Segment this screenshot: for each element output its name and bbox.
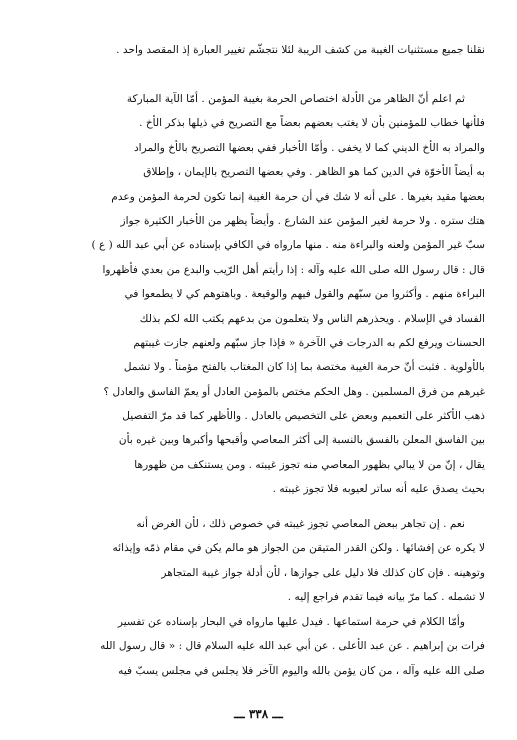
paragraph-main (62, 87, 485, 502)
paragraph-opening (62, 38, 485, 62)
text-line: وتوهينه . فإن كان كذلك فلا دليل على جوازها ، لأن أدلة جواز غيبة المتجاهر (161, 566, 485, 579)
text-line: نقلنا جميع مستثنيات الغيبة من كشف الريبة لئلا نتجشّم تغيير العبارة إذ المقصد واحد . (116, 44, 485, 56)
text-line: الحسنات ويرفع لكم به الدرجات في الآخرة « فإذا جاز سبّهم ولعنهم جازت غيبتهم (133, 336, 485, 349)
text-line: والمراد به الأخ الديني كما لا يخفى . وأمّا الأخبار ففي بعضها التصريح بالأخ والمراد (133, 141, 485, 154)
text-line: لا يكره عن إفشائها . ولكن القدر المتيقن من الجواز هو مالم يكن في مقام ذمّه وإيذائه (112, 542, 485, 555)
text-line: فلأنها خطاب للمؤمنين بأن لا يغتب بعضهم بعضاً مع التصريح في ذيلها بذكر الأخ . (139, 117, 485, 130)
text-line: لا تشمله . كما مرّ بيانه فيما تقدم فراجع إليه . (287, 591, 485, 604)
text-line: فرات بن إبراهيم . عن عبد الأعلى . عن أبي عبد الله عليه السلام قال : « قال رسول الله (100, 640, 485, 653)
text-line: صلى الله عليه وآله ، من كان يؤمن بالله واليوم الآخر فلا يجلس في مجلس يسبّ فيه (118, 664, 485, 677)
text-line: الفساد في الإسلام . ويحذرهم الناس ولا يتعلمون من بدعهم يكتب الله لكم بذلك (139, 312, 485, 325)
text-line: بحيث يصدق عليه أنه ساتر لعيوبه فلا تجوز غيبته . (272, 483, 485, 496)
text-line: سبّ غير المؤمن ولعنه والبراءة منه . منها مارواه في الكافي بإسناده عن أبي عبد الله ( ع ) (91, 239, 485, 252)
page-number: ـــ ٣٣٨ ـــ (234, 707, 283, 721)
text-line: ذهب الأكثر على التعميم وبعض على التخصيص بالعادل . والأظهر كما قد مرّ التفصيل (122, 410, 485, 423)
text-line: ثم اعلم أنّ الظاهر من الأدلة اختصاص الحرمة بغيبة المؤمن . أمّا الآية المباركة (126, 93, 465, 105)
text-line: بعضها مقيد بغيرها . على أنه لا شك في أن حرمة الغيبة إنما تكون لحرمة المؤمن وعدم (111, 190, 485, 203)
paragraph-exception (62, 512, 485, 610)
paragraph-listening (62, 610, 485, 683)
text-line: بالأولوية . فثبت أنّ حرمة الغيبة مختصة بما إذا كان المغتاب بالفتح مؤمناً . ولا تشمل (123, 361, 485, 374)
text-line: بين الفاسق المعلن بالفسق بالنسبة إلى أكثر المعاصي وأقبحها وأكبرها وبين غيره بأن (118, 434, 485, 447)
text-line: وأمّا الكلام في حرمة استماعها . فيدل عليها مارواه في البحار بإسناده عن تفسير (117, 616, 465, 628)
text-line: نعم . إن تجاهر ببعض المعاصي تجوز غيبته في خصوص ذلك ، لأن الغرض أنه (136, 518, 465, 530)
text-line: البراءة منهم . وأكثروا من سبّهم والقول فيهم والوقيعة . وباهتوهم كي لا يطمعوا في (124, 288, 485, 301)
text-line: غيرهم من فرق المسلمين . وهل الحكم مختص بالمؤمن العادل أو يعمّ الفاسق والعادل ؟ (103, 385, 485, 398)
text-line: به أيضاً الأخوّة في الدين كما هو الظاهر . وفي بعضها التصريح بالإيمان ، وإطلاق (143, 166, 485, 179)
text-line: هتك ستره . ولا حرمة لغير المؤمن عند الشارع . وأيضاً يظهر من الأخبار الكثيرة جواز (120, 214, 485, 227)
text-line: قال : قال رسول الله صلى الله عليه وآله : إذا رأيتم أهل الرّيب والبدع من بعدي فأظهروا (102, 263, 485, 276)
text-line: يقال ، إنّ من لا يبالي بظهور المعاصي منه تجوز غيبته . ومن يستنكف من ظهورها (134, 458, 485, 471)
